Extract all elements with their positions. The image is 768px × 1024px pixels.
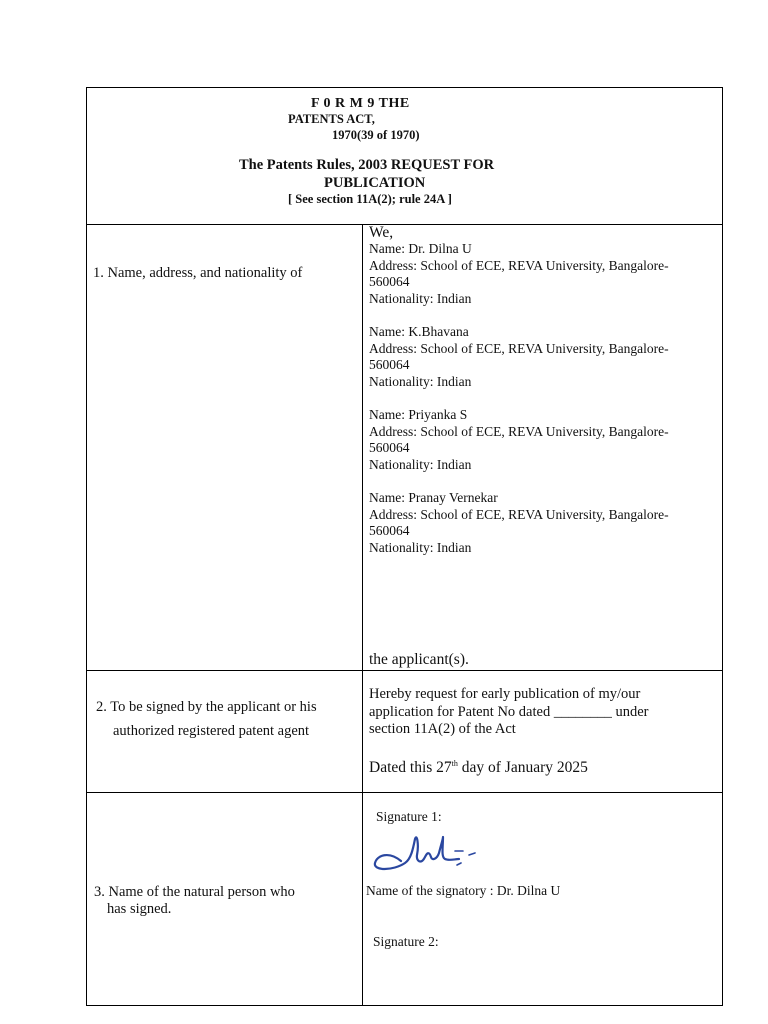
applicant-postcode: 560064: [369, 440, 410, 455]
form-header: [87, 88, 722, 225]
applicant-name: Name: Priyanka S: [369, 407, 468, 422]
row2-label-line1: 2. To be signed by the applicant or his: [96, 699, 317, 715]
row2-label-line2: authorized registered patent agent: [113, 723, 310, 739]
applicant-nationality: Nationality: Indian: [369, 457, 472, 472]
form-title: F 0 R M 9 THE: [311, 96, 410, 111]
applicant-address: Address: School of ECE, REVA University, Bangalore-: [369, 507, 669, 522]
request-line1: Hereby request for early publication of my/our: [369, 686, 641, 702]
request-line2: application for Patent No dated ________ under: [369, 704, 649, 720]
publication-title: PUBLICATION: [324, 175, 426, 191]
act-title: PATENTS ACT,: [288, 112, 375, 126]
applicant-address: Address: School of ECE, REVA University, Bangalore-: [369, 424, 669, 439]
signature-1-image: [371, 829, 481, 877]
row-signing-authority: [87, 671, 722, 793]
applicant-nationality: Nationality: Indian: [369, 291, 472, 306]
rules-title: The Patents Rules, 2003 REQUEST FOR: [239, 157, 495, 173]
applicants-intro: We,: [369, 224, 394, 241]
request-line3: section 11A(2) of the Act: [369, 721, 516, 737]
applicant-name: Name: Pranay Vernekar: [369, 490, 498, 505]
applicants-closing: the applicant(s).: [369, 651, 469, 668]
applicant-postcode: 560064: [369, 523, 410, 538]
applicant-name: Name: K.Bhavana: [369, 324, 469, 339]
form-9-table: [86, 87, 723, 1006]
signatory-name: Name of the signatory : Dr. Dilna U: [366, 883, 561, 898]
row1-label: 1. Name, address, and nationality of: [93, 265, 303, 281]
applicant-name: Name: Dr. Dilna U: [369, 241, 472, 256]
row-signatory: [87, 793, 722, 1005]
dated-suffix: day of January 2025: [457, 759, 588, 776]
row3-label-line1: 3. Name of the natural person who: [94, 884, 295, 900]
row-applicants: [87, 225, 722, 671]
signature-2-label: Signature 2:: [373, 934, 439, 949]
row3-label-line2: has signed.: [107, 901, 172, 917]
applicant-nationality: Nationality: Indian: [369, 374, 472, 389]
dated-ordinal: th: [451, 758, 458, 768]
dated-prefix: Dated this 27: [369, 759, 452, 776]
applicant-postcode: 560064: [369, 357, 410, 372]
act-year: 1970(39 of 1970): [332, 128, 420, 142]
signature-1-label: Signature 1:: [376, 809, 442, 824]
applicant-nationality: Nationality: Indian: [369, 540, 472, 555]
applicant-postcode: 560064: [369, 274, 410, 289]
section-reference: [ See section 11A(2); rule 24A ]: [288, 192, 452, 206]
dated-line: [369, 759, 588, 777]
applicant-address: Address: School of ECE, REVA University, Bangalore-: [369, 258, 669, 273]
applicant-address: Address: School of ECE, REVA University, Bangalore-: [369, 341, 669, 356]
